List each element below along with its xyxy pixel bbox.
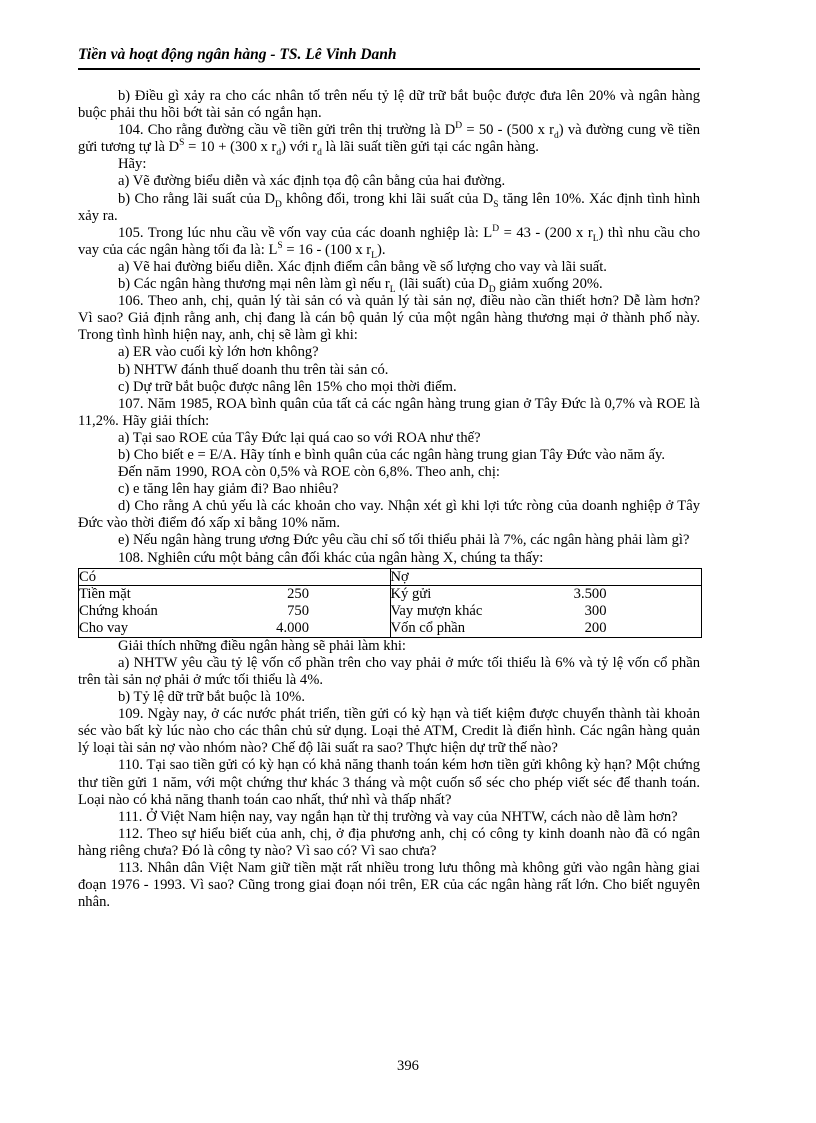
assets-column bbox=[79, 586, 391, 637]
question-109: 109. Ngày nay, ở các nước phát triển, tiền gửi có kỳ hạn và tiết kiệm được chuyển thành tài khoản séc vào bất kỳ lúc nào cho các thân chủ sử dụng. Loại thẻ ATM, Credit là điển hình. Các ngân hàng quản lý loại tài sản nợ vào nhóm nào? Chế độ lãi suất ra sao? Thực hiện dự trữ thế nào? bbox=[78, 706, 700, 757]
paragraph: b) Tỷ lệ dữ trữ bắt buộc là 10%. bbox=[118, 689, 305, 706]
question-112: 112. Theo sự hiểu biết của anh, chị, ở địa phương anh, chị có công ty kinh doanh nào đã có ngân hàng riêng chưa? Đó là công ty nào? Vì sao có? Vì sao chưa? bbox=[78, 825, 700, 859]
table-row: Tiền mặt 250 bbox=[79, 586, 309, 603]
balance-sheet-table bbox=[78, 568, 702, 638]
paragraph: b) Cho biết e = E/A. Hãy tính e bình quân của các ngân hàng trung gian Tây Đức vào năm ấy. bbox=[118, 446, 666, 463]
paragraph: c) Dự trữ bắt buộc được nâng lên 15% cho mọi thời điểm. bbox=[118, 378, 457, 395]
paragraph: Đến năm 1990, ROA còn 0,5% và ROE còn 6,8%. Theo anh, chị: bbox=[118, 464, 500, 481]
paragraph: a) Vẽ hai đường biểu diễn. Xác định điểm cân bằng về số lượng cho vay và lãi suất. bbox=[118, 258, 607, 275]
question-105: 105. Trong lúc nhu cầu về vốn vay của các doanh nghiệp là: $L^D = 43 - (200$ x $r_L$) thì nhu cầu cho vay của các ngân hàng tối đa là: $L^S = 16 - (100$ x $r_L$). bbox=[78, 223, 700, 261]
table-row: Ký gửi 3.500 bbox=[390, 586, 607, 603]
paragraph: d) Cho rằng A chủ yếu là các khoản cho vay. Nhận xét gì khi lợi tức ròng của doanh nghiệp ở Tây Đức vào thời điểm đó xấp xỉ bằng 10% năm. bbox=[78, 498, 700, 532]
paragraph: a) Tại sao ROE của Tây Đức lại quá cao so với ROA như thế? bbox=[118, 429, 481, 446]
table-row: Vốn cổ phần 200 bbox=[390, 620, 607, 637]
page-body bbox=[78, 88, 700, 911]
paragraph: Giải thích những điều ngân hàng sẽ phải làm khi: bbox=[118, 637, 406, 654]
question-107: 107. Năm 1985, ROA bình quân của tất cả các ngân hàng trung gian ở Tây Đức là 0,7% và ROE là 11,2%. Hãy giải thích: bbox=[78, 395, 700, 429]
paragraph: a) NHTW yêu cầu tỷ lệ vốn cổ phần trên cho vay phải ở mức tối thiểu là 6% và tỷ lệ vốn cổ phần trên tài sản nợ phải ở mức tối thiểu là 4%. bbox=[78, 654, 700, 688]
liabilities-column bbox=[390, 586, 702, 637]
table-row: Chứng khoán 750 bbox=[79, 603, 309, 620]
paragraph: a) Vẽ đường biểu diễn và xác định tọa độ cân bằng của hai đường. bbox=[118, 173, 506, 190]
question-110: 110. Tại sao tiền gửi có kỳ hạn có khả năng thanh toán kém hơn tiền gửi không kỳ hạn? Một chứng thư tiền gửi 1 năm, với một chứng thư khác 3 tháng và một cuốn sổ séc cho phép viết séc để thanh toán. Loại nào có khả năng thanh toán cao nhất, thứ nhì và thấp nhất? bbox=[78, 757, 700, 808]
paragraph: Hãy: bbox=[118, 156, 147, 173]
paragraph: b) Cho rằng lãi suất của $D_D$ không đổi, trong khi lãi suất của $D_S$ tăng lên 10%. Xác định tình hình xảy ra. bbox=[78, 190, 700, 224]
question-111: 111. Ở Việt Nam hiện nay, vay ngắn hạn từ thị trường và vay của NHTW, cách nào dễ làm hơn? bbox=[118, 808, 678, 825]
question-106: 106. Theo anh, chị, quản lý tài sản có và quản lý tài sản nợ, điều nào cần thiết hơn? Dễ làm hơn? Vì sao? Giả định rằng anh, chị đang là cán bộ quản lý của một ngân hàng thương mại ở thành phố này. Trong tình hình hiện nay, anh, chị sẽ làm gì khi: bbox=[78, 293, 700, 344]
paragraph: b) Các ngân hàng thương mại nên làm gì nếu $r_L$ (lãi suất) của $D_D$ giảm xuống 20%. bbox=[118, 276, 603, 295]
table-row: Vay mượn khác 300 bbox=[390, 603, 607, 620]
paragraph: b) Điều gì xảy ra cho các nhân tố trên nếu tỷ lệ dữ trữ bắt buộc được đưa lên 20% và ngân hàng buộc phải thu hồi bớt tài sản có ngắn hạn. bbox=[78, 88, 700, 122]
question-108: 108. Nghiên cứu một bảng cân đối khác của ngân hàng X, chúng ta thấy: bbox=[118, 549, 544, 566]
paragraph: a) ER vào cuối kỳ lớn hơn không? bbox=[118, 344, 319, 361]
page-number: 396 bbox=[397, 1058, 419, 1074]
table-row: Cho vay 4.000 bbox=[79, 620, 309, 637]
liabilities-header: Nợ bbox=[390, 568, 702, 586]
running-header: Tiền và hoạt động ngân hàng - TS. Lê Vinh Danh bbox=[78, 46, 397, 63]
assets-header: Có bbox=[79, 568, 391, 586]
question-104: 104. Cho rằng đường cầu về tiền gửi trên thị trường là $D^D = 50 - (500$ x $r_d$) và đường cung về tiền gửi tương tự là $D^S = 10 + (300$ x $r_d$) với $r_d$ là lãi suất tiền gửi tại các ngân hàng. bbox=[78, 121, 701, 159]
paragraph: c) e tăng lên hay giảm đi? Bao nhiêu? bbox=[118, 481, 339, 498]
header-rule bbox=[78, 68, 700, 70]
question-113: 113. Nhân dân Việt Nam giữ tiền mặt rất nhiều trong lưu thông mà không gửi vào ngân hàng giai đoạn 1976 - 1993. Vì sao? Cũng trong giai đoạn nói trên, ER của các ngân hàng rất lớn. Cho biết nguyên nhân. bbox=[78, 860, 700, 911]
paragraph: e) Nếu ngân hàng trung ương Đức yêu cầu chỉ số tối thiểu phải là 7%, các ngân hàng phải làm gì? bbox=[118, 532, 690, 549]
paragraph: b) NHTW đánh thuế doanh thu trên tài sản có. bbox=[118, 361, 389, 378]
